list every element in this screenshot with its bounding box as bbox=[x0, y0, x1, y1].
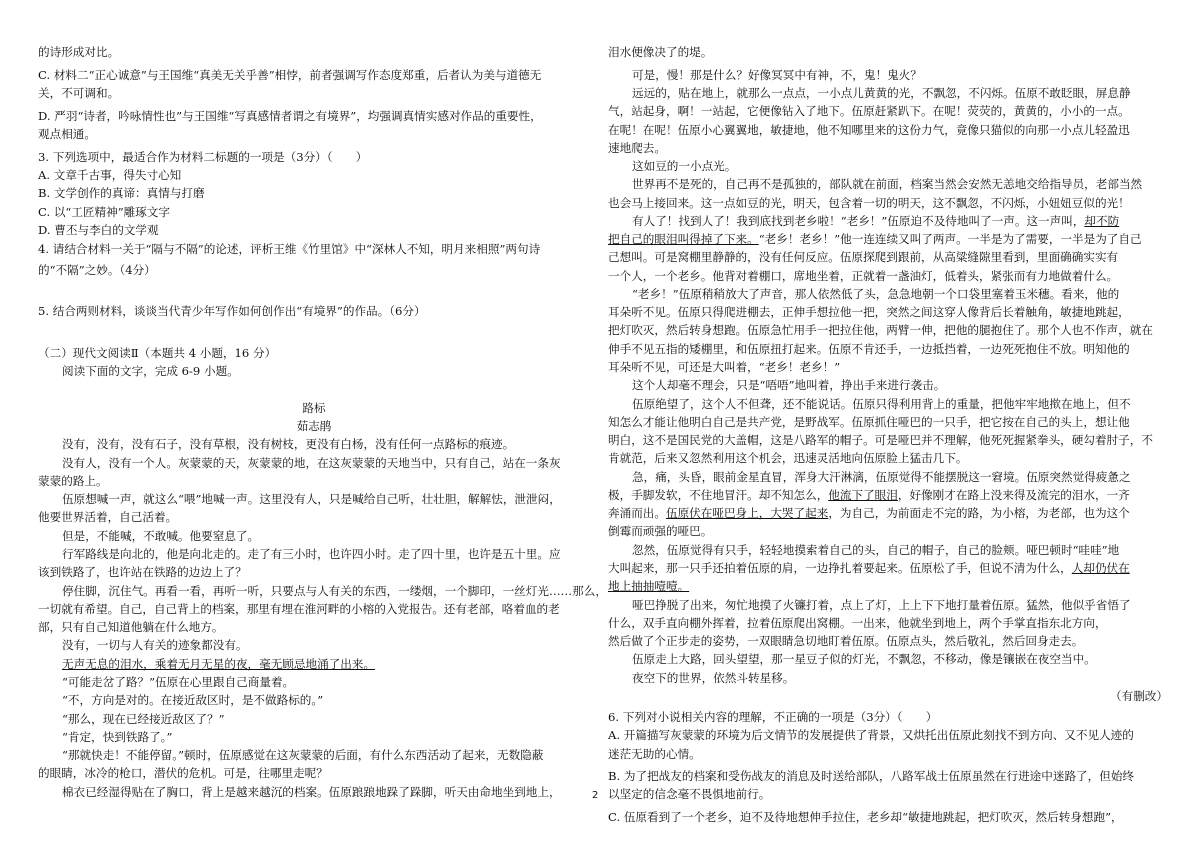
line-text: 哑巴挣脱了出来，匆忙地摸了火镰打着，点上了灯，上上下下地打量着伍原。猛然，他似乎省悟了 bbox=[632, 598, 1131, 612]
line-text: 棉衣已经湿得贴在了胸口，背上是越来越沉的档案。伍原踉踉地跺了跺脚，听天由命地坐到地上， bbox=[62, 785, 561, 799]
left-text-line bbox=[38, 712, 590, 727]
left-text-line bbox=[38, 675, 590, 690]
line-text: 有人了！找到人了！我到底找到老乡啦！“老乡！”伍原迫不及待地叫了一声。这一声叫， bbox=[632, 214, 1085, 228]
line-text: 他要世界活着，自己活着。 bbox=[38, 510, 178, 524]
line-text: 的“不隔”之妙。（4分） bbox=[38, 263, 156, 277]
right-text-line bbox=[608, 616, 1168, 631]
line-text: 大叫起来，那一只手还拍着伍原的肩，一边挣扎着要起来。伍原松了手，但说不清为什么， bbox=[608, 561, 1072, 575]
left-text-line bbox=[38, 492, 590, 507]
line-text: 伍原想喊一声，就这么“喂”地喊一声。这里没有人，只是喊给自己听，壮壮胆，解解怯，泄泄闷， bbox=[62, 492, 561, 506]
left-text-line bbox=[38, 510, 590, 525]
right-text-line bbox=[608, 342, 1168, 357]
left-text-line bbox=[38, 109, 590, 124]
line-text-tail: “老乡！老乡！”他一连连续又叫了两声。一半是为了需要，一半是为了自己 bbox=[758, 232, 1142, 246]
left-text-line bbox=[38, 584, 607, 599]
line-text: 耳朵听不见。伍原只得爬进棚去，正伸手想拉他一把，突然之间这穿人像背后长着触角，敏捷地跳起， bbox=[608, 305, 1130, 319]
right-text-line bbox=[608, 305, 1168, 320]
right-text-line bbox=[608, 415, 1168, 430]
line-text: 在呢！在呢！伍原小心翼翼地，敏捷地，他不知哪里来的这份力气，竟像只猫似的向那一小点儿轻盈迅 bbox=[608, 123, 1130, 137]
right-text-line bbox=[608, 196, 1168, 211]
right-text-line bbox=[608, 451, 1168, 466]
left-text-line bbox=[38, 602, 590, 617]
right-text-line bbox=[608, 488, 1168, 503]
line-text: 急，痛，头昏，眼前金星直冒，浑身大汗淋漓，伍原觉得不能摆脱这一窘境。伍原突然觉得疲惫之 bbox=[632, 470, 1131, 484]
right-text-line bbox=[608, 728, 1168, 743]
line-text: 部，只有自己知道他躺在什么地方。 bbox=[38, 620, 224, 634]
right-text-line bbox=[608, 250, 1168, 265]
line-text-tail: ，为自己，为前面走不完的路，为小榕，为老部，也为这个 bbox=[828, 506, 1130, 520]
line-text: 这如豆的一小点光。 bbox=[632, 159, 737, 173]
right-text-line bbox=[608, 45, 1168, 60]
line-text: （有删改） bbox=[1110, 689, 1168, 703]
left-text-line bbox=[38, 127, 590, 142]
right-text-line bbox=[608, 769, 1168, 784]
right-text-line bbox=[608, 747, 1168, 762]
line-text: 伍原走上大路，回头望望，那一星豆子似的灯光，不飘忽，不移动，像是镶嵌在夜空当中。 bbox=[632, 652, 1096, 666]
left-text-line bbox=[38, 456, 590, 471]
line-text: 可是，慢！那是什么？好像冥冥中有神，不，鬼！鬼火？ bbox=[632, 68, 922, 82]
line-text: 世界再不是死的，自己再不是孤独的，部队就在前面，档案当然会安然无恙地交给指导员，老部当然 bbox=[632, 177, 1143, 191]
line-text: 什么，双手直向棚外挥着，拉着伍原爬出窝棚。一出来，他就坐到地上，两个手掌直指东北方向， bbox=[608, 616, 1107, 630]
right-text-line bbox=[608, 579, 1168, 594]
right-text-line bbox=[608, 524, 1168, 539]
left-text-line bbox=[38, 474, 590, 489]
line-text: “那么，现在已经接近敌区了？” bbox=[62, 712, 225, 726]
line-text: 停住脚，沉住气。再看一看，再听一听，只要点与人有关的东西，一缕烟，一个脚印，一丝灯光……那么， bbox=[62, 584, 607, 598]
right-text-line bbox=[608, 177, 1168, 192]
line-text: 关，不可调和。 bbox=[38, 86, 120, 100]
left-text-line bbox=[38, 401, 590, 416]
line-text: 的眼睛，冰冷的枪口，潜伏的危机。可是，往哪里走呢？ bbox=[38, 766, 328, 780]
line-text: 没有，没有，没有石子，没有草根，没有树枝，更没有白杨，没有任何一点路标的痕迹。 bbox=[62, 437, 515, 451]
left-text-line bbox=[38, 620, 590, 635]
line-text: 一切就有希望。自己，自己背上的档案，那里有埋在淮河畔的小榕的入党报告。还有老部，咯着血的老 bbox=[38, 602, 560, 616]
right-text-line bbox=[608, 689, 1168, 704]
line-text: 的诗形成对比。 bbox=[38, 45, 120, 59]
left-text-line bbox=[38, 304, 590, 319]
line-text: 耳朵听不见，可还是大叫着，“老乡！老乡！” bbox=[608, 360, 841, 374]
line-text: 倒霉而顽强的哑巴。 bbox=[608, 524, 713, 538]
line-text: 地上抽抽噎噎。 bbox=[608, 579, 690, 593]
line-text: 6. 下列对小说相关内容的理解，不正确的一项是（3分）（ ） bbox=[608, 710, 938, 724]
right-text-line bbox=[608, 787, 1168, 802]
line-text: C. 以“工匠精神”雕琢文字 bbox=[38, 205, 171, 219]
line-text: 4. 请结合材料一关于“隔与不隔”的论述，评析王维《竹里馆》中“深林人不知，明月来相照”两句诗 bbox=[38, 242, 541, 256]
line-text: 远远的，贴在地上，就那么一点点，一小点儿黄黄的光，不飘忽，不闪烁。伍原不敢眨眼，屏息静 bbox=[632, 86, 1131, 100]
line-text-tail: ，好像刚才在路上没来得及流完的泪水，一齐 bbox=[897, 488, 1130, 502]
line-text: A. 开篇描写灰蒙蒙的环境为后文情节的发展提供了背景，又烘托出伍原此刻找不到方向、又不见人迹的 bbox=[608, 728, 1134, 742]
right-text-line bbox=[608, 652, 1168, 667]
left-text-line bbox=[38, 730, 590, 745]
line-text: B. 为了把战友的档案和受伤战友的消息及时送给部队，八路军战士伍原虽然在行进途中迷路了，但始终 bbox=[608, 769, 1135, 783]
right-text-line bbox=[608, 543, 1168, 558]
line-text: 把自己的眼泪叫得掉了下来。 bbox=[608, 232, 759, 246]
left-text-line bbox=[38, 748, 590, 763]
underlined-text: 伍原伏在哑巴身上，大哭了起来 bbox=[665, 506, 829, 520]
right-text-line bbox=[608, 104, 1168, 119]
line-text: （二）现代文阅读Ⅱ（本题共 4 小题，16 分） bbox=[38, 346, 277, 360]
right-text-line bbox=[608, 123, 1168, 138]
left-text-line bbox=[38, 364, 590, 379]
line-text: C. 材料二“正心诚意”与王国维“真美无关乎善”相悖，前者强调写作态度郑重，后者认为美与道德无 bbox=[38, 68, 542, 82]
line-text-tail: 却不防 bbox=[1084, 214, 1120, 228]
left-text-line bbox=[38, 419, 590, 434]
line-text: 这个人却毫不理会，只是“唔唔”地叫着，挣出手来进行袭击。 bbox=[632, 378, 946, 392]
line-text: 无声无息的泪水，乘着无月无星的夜，毫无顾忌地涌了出来。 bbox=[62, 657, 376, 671]
line-text: 速地爬去。 bbox=[608, 141, 666, 155]
line-text: 把灯吹灭，然后转身想跑。伍原急忙用手一把拉住他，两臂一伸，把他的腿抱住了。那个人也不作声，就在 bbox=[608, 323, 1153, 337]
right-text-line bbox=[608, 323, 1168, 338]
line-text: 5. 结合两则材料，谈谈当代青少年写作如何创作出“有境界”的作品。（6分） bbox=[38, 304, 426, 318]
line-text: 以坚定的信念毫不畏惧地前行。 bbox=[608, 787, 771, 801]
page-number: 2 bbox=[592, 790, 599, 801]
line-text: D. 曹丕与李白的文学观 bbox=[38, 223, 159, 237]
left-text-line bbox=[38, 186, 590, 201]
right-text-line bbox=[608, 269, 1168, 284]
right-text-line bbox=[608, 68, 1168, 83]
line-text: 茹志鹃 bbox=[296, 419, 332, 433]
line-text: 行军路线是向北的，他是向北走的。走了有三小时，也许四小时。走了四十里，也许是五十里。应 bbox=[62, 547, 561, 561]
left-text-line bbox=[38, 766, 590, 781]
underlined-text: 他流下了眼泪 bbox=[828, 488, 898, 502]
left-text-line bbox=[38, 437, 590, 452]
line-text: 气，站起身，啊！一站起，它便像钻入了地下。伍原赶紧趴下。在呢！荧荧的，黄黄的，小小的一点。 bbox=[608, 104, 1130, 118]
right-text-line bbox=[608, 710, 1168, 725]
line-text: 明白，这不是国民党的大盖帽，这是八路军的帽子。可是哑巴并不理解，他死死握紧拳头，硬勾着肘子，不 bbox=[608, 433, 1153, 447]
left-text-line bbox=[38, 168, 590, 183]
line-text: 夜空下的世界，依然斗转星移。 bbox=[632, 671, 795, 685]
line-text: D. 严羽“诗者，吟咏情性也”与王国维“写真感情者谓之有境界”，均强调真情实感对作品的重要性， bbox=[38, 109, 542, 123]
line-text: 忽然，伍原觉得有只手，轻轻地摸索着自己的头，自己的帽子，自己的脸颊。哑巴顿时“哇哇”地 bbox=[632, 543, 1120, 557]
right-text-line bbox=[608, 433, 1168, 448]
line-text: 然后做了个正步走的姿势，一双眼睛急切地盯着伍原。伍原点头，然后敬礼，然后回身走去。 bbox=[608, 634, 1084, 648]
left-text-line bbox=[38, 45, 590, 60]
line-text: 知怎么才能让他明白自己是共产党，是野战军。伍原抓住哑巴的一只手，把它按在自己的头上，想让他 bbox=[608, 415, 1130, 429]
line-text: 但是，不能喊，不敢喊。他要窒息了。 bbox=[62, 529, 260, 543]
left-text-line bbox=[38, 86, 590, 101]
line-text: 肯就范，后来又忽然利用这个机会，迅速灵活地向伍原脸上猛击几下。 bbox=[608, 451, 968, 465]
left-text-line bbox=[38, 223, 590, 238]
line-text: 迷茫无助的心情。 bbox=[608, 747, 701, 761]
right-text-line bbox=[608, 634, 1168, 649]
left-text-line bbox=[38, 346, 590, 361]
right-text-line bbox=[608, 397, 1168, 412]
line-text: 己想叫。可是窝棚里静静的，没有任何反应。伍原探爬到跟前，从高粱缝隙里看到，里面确确实实有 bbox=[608, 250, 1119, 264]
right-text-line bbox=[608, 561, 1168, 576]
left-text-line bbox=[38, 693, 590, 708]
right-text-line bbox=[608, 470, 1168, 485]
left-text-line bbox=[38, 205, 590, 220]
line-text: “可能走岔了路？”伍原在心里跟自己商量着。 bbox=[62, 675, 295, 689]
left-text-line bbox=[38, 150, 590, 165]
left-text-line bbox=[38, 547, 590, 562]
right-text-line bbox=[608, 671, 1168, 686]
right-text-line bbox=[608, 159, 1168, 174]
right-text-line bbox=[608, 598, 1168, 613]
line-text: 极，手脚发软，不住地冒汗。却不知怎么， bbox=[608, 488, 829, 502]
line-text: 泪水便像决了的堤。 bbox=[608, 45, 713, 59]
line-text: “那就快走！不能停留。”顿时，伍原感觉在这灰蒙蒙的后面，有什么东西活动了起来，无数隐蔽 bbox=[62, 748, 544, 762]
line-text: C. 伍原看到了一个老乡，迫不及待地想伸手拉住，老乡却“敏捷地跳起，把灯吹灭，然后转身想跑”， bbox=[608, 810, 1123, 824]
left-text-line bbox=[38, 785, 590, 800]
line-text: 该到铁路了，也许站在铁路的边边上了？ bbox=[38, 565, 247, 579]
line-text: 伍原绝望了，这个人不但聋，还不能说话。伍原只得利用背上的重量，把他牢牢地揿在地上，但不 bbox=[632, 397, 1131, 411]
right-text-line bbox=[608, 506, 1168, 521]
line-text: “肯定，快到铁路了。” bbox=[62, 730, 173, 744]
line-text: 奔涌而出。 bbox=[608, 506, 666, 520]
line-text: 路标 bbox=[302, 401, 326, 415]
line-text: 伸手不见五指的矮棚里，和伍原扭打起来。伍原不肯还手，一边抵挡着，一边死死抱住不放。明知他的 bbox=[608, 342, 1130, 356]
line-text: 3. 下列选项中，最适合作为材料二标题的一项是（3分）（ ） bbox=[38, 150, 368, 164]
line-text: 蒙蒙的路上。 bbox=[38, 474, 108, 488]
right-text-line bbox=[608, 232, 1168, 247]
line-text: 一个人，一个老乡。他背对着棚口，席地坐着，正就着一盏油灯，低着头，紧张而有力地做着什么。 bbox=[608, 269, 1119, 283]
line-text: 也会马上接回来。这一点如豆的光，明天，包含着一切的明天，这不飘忽，不闪烁，小妞妞豆似的光！ bbox=[608, 196, 1130, 210]
left-text-line bbox=[38, 263, 590, 278]
left-text-line bbox=[38, 565, 590, 580]
right-text-line bbox=[608, 86, 1168, 101]
left-text-line bbox=[38, 68, 590, 83]
right-text-line bbox=[608, 378, 1168, 393]
right-text-line bbox=[608, 287, 1168, 302]
line-text: 阅读下面的文字，完成 6-9 小题。 bbox=[62, 364, 239, 378]
line-text: “老乡！”伍原稍稍放大了声音，那人依然低了头，急急地朝一个口袋里塞着玉米穗。看来，他的 bbox=[632, 287, 1120, 301]
right-text-line bbox=[608, 141, 1168, 156]
line-text: “不，方向是对的。在接近敌区时，是不做路标的。” bbox=[62, 693, 324, 707]
line-text: 没有人，没有一个人。灰蒙蒙的天，灰蒙蒙的地，在这灰蒙蒙的天地当中，只有自己，站在一条灰 bbox=[62, 456, 561, 470]
right-text-line bbox=[608, 214, 1168, 229]
left-text-line bbox=[38, 638, 590, 653]
left-text-line bbox=[38, 242, 590, 257]
line-text: 没有，一切与人有关的迹象都没有。 bbox=[62, 638, 248, 652]
right-text-line bbox=[608, 810, 1168, 825]
line-text: A. 文章千古事，得失寸心知 bbox=[38, 168, 182, 182]
left-text-line bbox=[38, 529, 590, 544]
right-text-line bbox=[608, 360, 1168, 375]
line-text: 观点相通。 bbox=[38, 127, 96, 141]
left-text-line bbox=[38, 657, 590, 672]
underlined-text: 人却仍伏在 bbox=[1071, 561, 1130, 575]
line-text: B. 文学创作的真谛：真情与打磨 bbox=[38, 186, 205, 200]
